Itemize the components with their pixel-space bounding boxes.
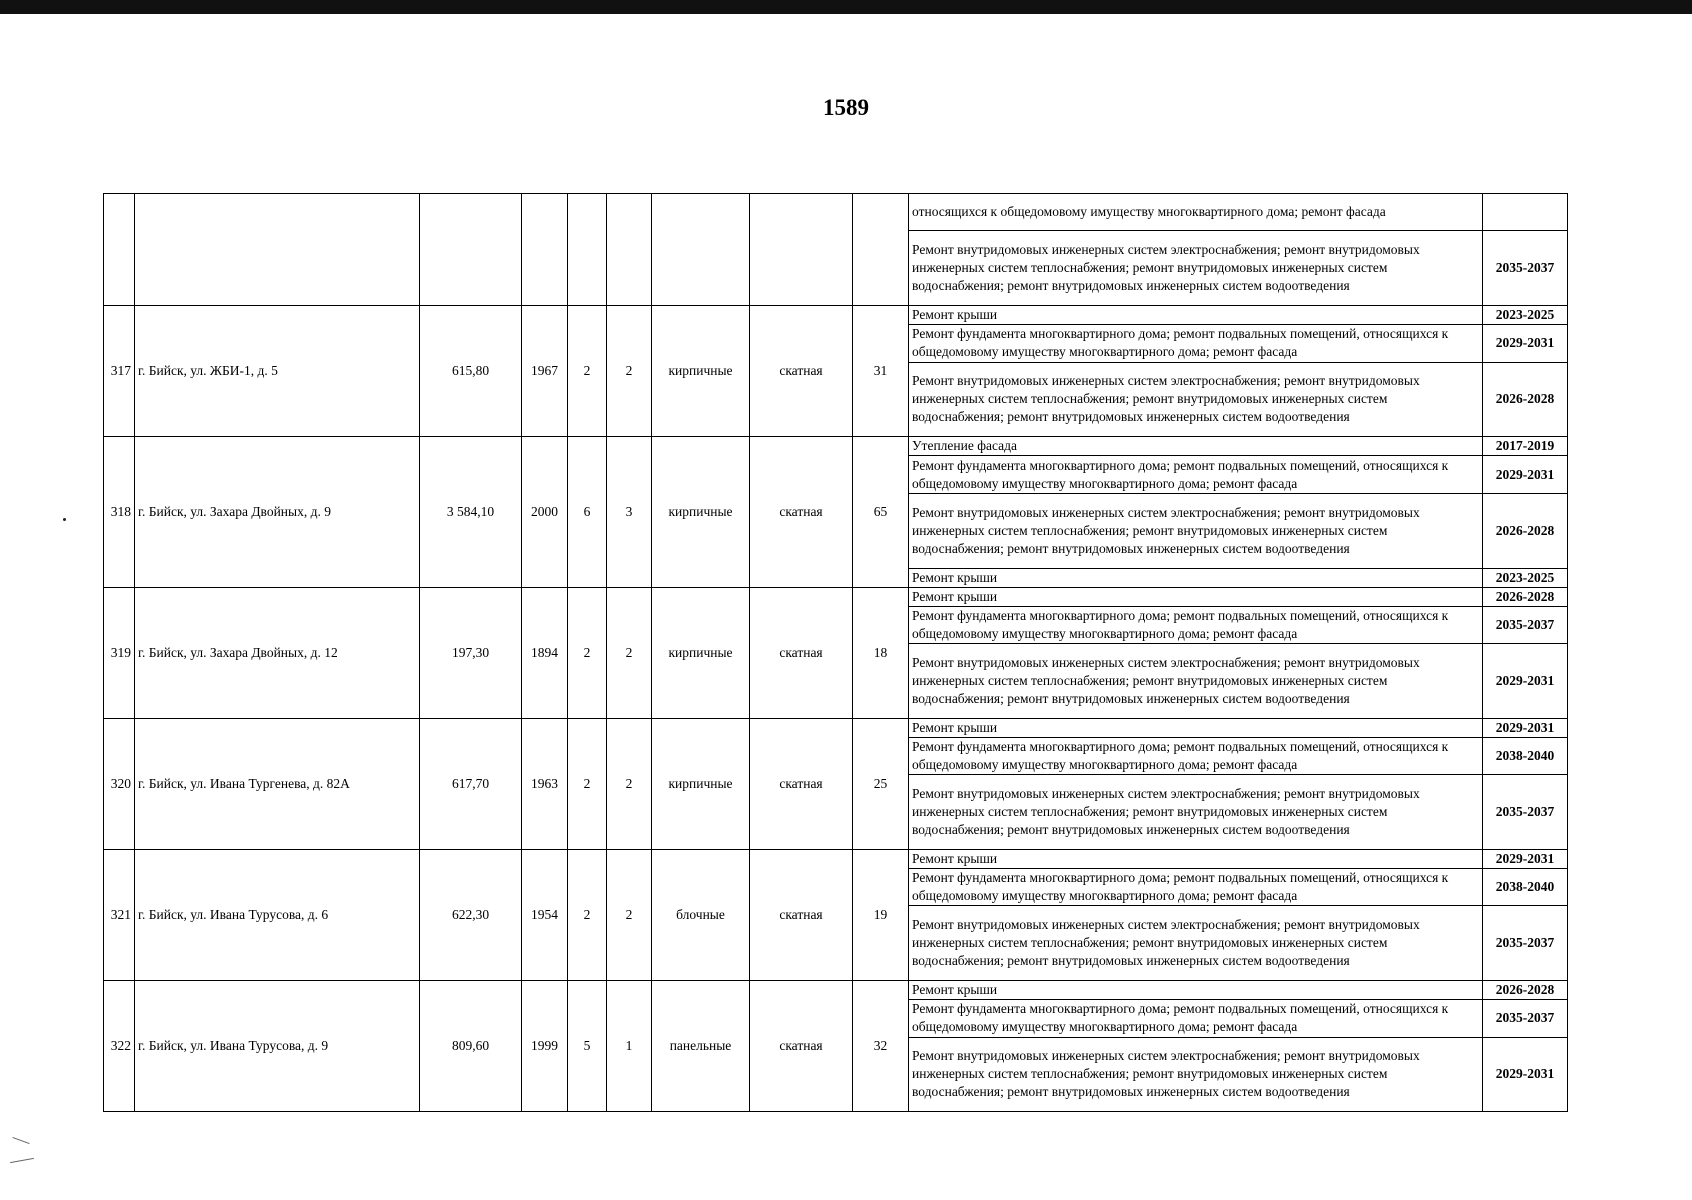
residents-count: 25: [853, 718, 909, 849]
building-address: г. Бийск, ул. Захара Двойных, д. 12: [135, 587, 420, 718]
work-description: Ремонт фундамента многоквартирного дома; ремонт подвальных помещений, относящихся к общедомовому имуществу многоквартирного дома; ремонт фасада: [909, 456, 1483, 493]
work-description: Ремонт внутридомовых инженерных систем электроснабжения; ремонт внутридомовых инженерных систем теплоснабжения; ремонт внутридомовых инженерных систем водоснабжения; ремонт внутридомовых инженерных систем водоотведения: [909, 775, 1483, 850]
table-row: [104, 587, 1568, 606]
total-area: 617,70: [420, 718, 522, 849]
empty-cell: [568, 194, 607, 306]
scan-speck: [63, 518, 66, 521]
roof-type: скатная: [750, 718, 853, 849]
work-description: Ремонт крыши: [909, 718, 1483, 737]
entrances-count: 2: [607, 849, 652, 980]
work-period: 2023-2025: [1483, 568, 1568, 587]
work-period: 2017-2019: [1483, 437, 1568, 456]
work-description: относящихся к общедомовому имуществу многоквартирного дома; ремонт фасада: [909, 194, 1483, 231]
table-row: [104, 849, 1568, 868]
work-period: 2035-2037: [1483, 775, 1568, 850]
empty-cell: [652, 194, 750, 306]
residents-count: 19: [853, 849, 909, 980]
floors-count: 6: [568, 437, 607, 587]
work-period: 2038-2040: [1483, 868, 1568, 905]
total-area: 197,30: [420, 587, 522, 718]
residents-count: 31: [853, 306, 909, 437]
total-area: 3 584,10: [420, 437, 522, 587]
build-year: 1894: [522, 587, 568, 718]
work-description: Ремонт фундамента многоквартирного дома; ремонт подвальных помещений, относящихся к общедомовому имуществу многоквартирного дома; ремонт фасада: [909, 325, 1483, 362]
roof-type: скатная: [750, 981, 853, 1112]
work-period: 2035-2037: [1483, 606, 1568, 643]
residents-count: 32: [853, 981, 909, 1112]
work-period: 2029-2031: [1483, 643, 1568, 718]
wall-material: блочные: [652, 849, 750, 980]
row-number: 320: [104, 718, 135, 849]
building-address: г. Бийск, ул. Ивана Турусова, д. 6: [135, 849, 420, 980]
work-period: 2029-2031: [1483, 1037, 1568, 1112]
empty-cell: [420, 194, 522, 306]
building-address: г. Бийск, ул. Ивана Тургенева, д. 82А: [135, 718, 420, 849]
building-address: г. Бийск, ул. Ивана Турусова, д. 9: [135, 981, 420, 1112]
residents-count: 65: [853, 437, 909, 587]
build-year: 1954: [522, 849, 568, 980]
table-row: [104, 718, 1568, 737]
work-description: Ремонт крыши: [909, 306, 1483, 325]
work-period: 2026-2028: [1483, 981, 1568, 1000]
floors-count: 2: [568, 718, 607, 849]
roof-type: скатная: [750, 306, 853, 437]
total-area: 809,60: [420, 981, 522, 1112]
table-row: [104, 194, 1568, 231]
work-description: Ремонт фундамента многоквартирного дома; ремонт подвальных помещений, относящихся к общедомовому имуществу многоквартирного дома; ремонт фасада: [909, 868, 1483, 905]
wall-material: кирпичные: [652, 306, 750, 437]
work-description: Ремонт фундамента многоквартирного дома; ремонт подвальных помещений, относящихся к общедомовому имуществу многоквартирного дома; ремонт фасада: [909, 606, 1483, 643]
scan-top-border: [0, 0, 1692, 14]
empty-cell: [750, 194, 853, 306]
work-description: Ремонт фундамента многоквартирного дома; ремонт подвальных помещений, относящихся к общедомовому имуществу многоквартирного дома; ремонт фасада: [909, 737, 1483, 774]
work-period: 2023-2025: [1483, 306, 1568, 325]
work-description: Ремонт внутридомовых инженерных систем электроснабжения; ремонт внутридомовых инженерных систем теплоснабжения; ремонт внутридомовых инженерных систем водоснабжения; ремонт внутридомовых инженерных систем водоотведения: [909, 362, 1483, 437]
table-row: [104, 981, 1568, 1000]
address-cell: [135, 194, 420, 306]
work-period: 2029-2031: [1483, 718, 1568, 737]
build-year: 1963: [522, 718, 568, 849]
work-description: Ремонт крыши: [909, 587, 1483, 606]
wall-material: кирпичные: [652, 437, 750, 587]
work-period: 2026-2028: [1483, 362, 1568, 437]
total-area: 615,80: [420, 306, 522, 437]
row-number: 318: [104, 437, 135, 587]
floors-count: 2: [568, 587, 607, 718]
roof-type: скатная: [750, 587, 853, 718]
work-description: Ремонт крыши: [909, 849, 1483, 868]
work-description: Ремонт внутридомовых инженерных систем электроснабжения; ремонт внутридомовых инженерных систем теплоснабжения; ремонт внутридомовых инженерных систем водоснабжения; ремонт внутридомовых инженерных систем водоотведения: [909, 643, 1483, 718]
empty-cell: [522, 194, 568, 306]
empty-cell: [853, 194, 909, 306]
build-year: 1999: [522, 981, 568, 1112]
building-address: г. Бийск, ул. Захара Двойных, д. 9: [135, 437, 420, 587]
build-year: 1967: [522, 306, 568, 437]
entrances-count: 2: [607, 718, 652, 849]
work-period: 2038-2040: [1483, 737, 1568, 774]
work-period: 2026-2028: [1483, 493, 1568, 568]
work-description: Ремонт внутридомовых инженерных систем электроснабжения; ремонт внутридомовых инженерных систем теплоснабжения; ремонт внутридомовых инженерных систем водоснабжения; ремонт внутридомовых инженерных систем водоотведения: [909, 231, 1483, 306]
work-period: 2029-2031: [1483, 849, 1568, 868]
scan-scratch: [12, 1137, 29, 1144]
roof-type: скатная: [750, 437, 853, 587]
work-description: Ремонт внутридомовых инженерных систем электроснабжения; ремонт внутридомовых инженерных систем теплоснабжения; ремонт внутридомовых инженерных систем водоснабжения; ремонт внутридомовых инженерных систем водоотведения: [909, 1037, 1483, 1112]
entrances-count: 2: [607, 587, 652, 718]
work-description: Ремонт фундамента многоквартирного дома; ремонт подвальных помещений, относящихся к общедомовому имуществу многоквартирного дома; ремонт фасада: [909, 1000, 1483, 1037]
work-period: 2035-2037: [1483, 1000, 1568, 1037]
work-description: Утепление фасада: [909, 437, 1483, 456]
work-period: 2035-2037: [1483, 231, 1568, 306]
page-number: 1589: [823, 95, 869, 120]
wall-material: кирпичные: [652, 718, 750, 849]
row-number: 319: [104, 587, 135, 718]
wall-material: панельные: [652, 981, 750, 1112]
roof-type: скатная: [750, 849, 853, 980]
row-number-cell: [104, 194, 135, 306]
table-row: [104, 437, 1568, 456]
work-period: 2035-2037: [1483, 906, 1568, 981]
entrances-count: 2: [607, 306, 652, 437]
building-address: г. Бийск, ул. ЖБИ-1, д. 5: [135, 306, 420, 437]
entrances-count: 1: [607, 981, 652, 1112]
capital-repair-table: [103, 193, 1568, 1112]
entrances-count: 3: [607, 437, 652, 587]
wall-material: кирпичные: [652, 587, 750, 718]
work-description: Ремонт внутридомовых инженерных систем электроснабжения; ремонт внутридомовых инженерных систем теплоснабжения; ремонт внутридомовых инженерных систем водоснабжения; ремонт внутридомовых инженерных систем водоотведения: [909, 906, 1483, 981]
total-area: 622,30: [420, 849, 522, 980]
table-row: [104, 306, 1568, 325]
build-year: 2000: [522, 437, 568, 587]
floors-count: 2: [568, 849, 607, 980]
work-description: Ремонт крыши: [909, 568, 1483, 587]
residents-count: 18: [853, 587, 909, 718]
work-description: Ремонт внутридомовых инженерных систем электроснабжения; ремонт внутридомовых инженерных систем теплоснабжения; ремонт внутридомовых инженерных систем водоснабжения; ремонт внутридомовых инженерных систем водоотведения: [909, 493, 1483, 568]
work-period: 2029-2031: [1483, 456, 1568, 493]
work-period: 2029-2031: [1483, 325, 1568, 362]
empty-cell: [607, 194, 652, 306]
floors-count: 5: [568, 981, 607, 1112]
floors-count: 2: [568, 306, 607, 437]
row-number: 322: [104, 981, 135, 1112]
row-number: 317: [104, 306, 135, 437]
row-number: 321: [104, 849, 135, 980]
work-description: Ремонт крыши: [909, 981, 1483, 1000]
scan-scratch: [10, 1158, 34, 1163]
work-period: 2026-2028: [1483, 587, 1568, 606]
work-period: [1483, 194, 1568, 231]
